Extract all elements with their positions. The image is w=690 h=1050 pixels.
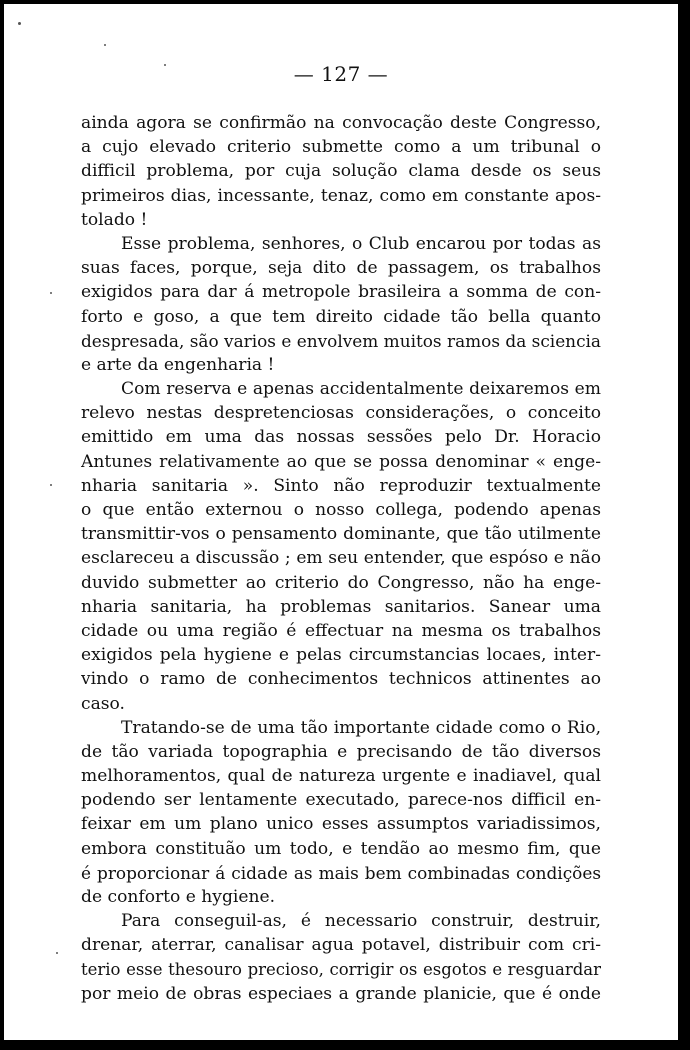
text-line: cidade ou uma região é effectuar na mesma os trabalhos <box>81 620 601 641</box>
ink-speck <box>50 484 52 486</box>
text-line: e arte da engenharia ! <box>81 354 275 375</box>
text-line: transmittir-vos o pensamento dominante, que tão utilmente <box>81 524 601 545</box>
text-line: ainda agora se confirmão na convocação deste Congresso, <box>81 113 601 133</box>
text-line: o que então externou o nosso collega, podendo apenas <box>81 500 601 520</box>
text-line: nharia sanitaria, ha problemas sanitarios. Sanear uma <box>81 596 601 617</box>
text-line: Esse problema, senhores, o Club encarou por todas as <box>121 233 601 254</box>
text-line: a cujo elevado criterio submette como a um tribunal o <box>81 137 601 158</box>
text-line: relevo nestas despretenciosas considerações, o conceito <box>81 403 601 424</box>
text-line: forto e goso, a que tem direito cidade tão bella quanto <box>81 306 601 327</box>
text-line: de conforto e hygiene. <box>81 887 276 907</box>
text-line: emittido em uma das nossas sessões pelo Dr. Horacio <box>81 427 601 448</box>
text-line: podendo ser lentamente executado, parece-nos difficil en- <box>81 790 601 811</box>
text-line: primeiros dias, incessante, tenaz, como em constante apos- <box>81 185 601 206</box>
text-line: difficil problema, por cuja solução clama desde os seus <box>81 161 601 182</box>
text-line: nharia sanitaria ». Sinto não reproduzir textualmente <box>81 475 601 496</box>
page-number: — 127 — <box>293 62 389 86</box>
text-line: Antunes relativamente ao que se possa denominar « enge- <box>81 451 601 472</box>
text-line: feixar em um plano unico esses assumptos variadissimos, <box>81 814 601 835</box>
text-line: embora constituão um todo, e tendão ao mesmo fim, que <box>81 838 601 859</box>
document-page <box>4 4 678 1040</box>
text-line: terio esse thesouro precioso, corrigir os esgotos e resguardar <box>81 959 601 979</box>
ink-speck <box>50 292 52 294</box>
text-line: Para conseguil-as, é necessario construir, destruir, <box>121 911 601 932</box>
ink-speck <box>18 22 21 25</box>
text-line: vindo o ramo de conhecimentos technicos attinentes ao <box>81 669 601 690</box>
text-line: duvido submetter ao criterio do Congresso, não ha enge- <box>81 572 601 593</box>
ink-speck <box>104 44 106 46</box>
text-line: caso. <box>81 693 125 714</box>
ink-speck <box>56 952 58 954</box>
text-line: esclareceu a discussão ; em seu entender, que espóso e não <box>81 548 601 569</box>
text-line: é proporcionar á cidade as mais bem combinadas condições <box>81 862 601 883</box>
text-line: drenar, aterrar, canalisar agua potavel, distribuir com cri- <box>81 935 601 956</box>
text-line: tolado ! <box>81 209 148 230</box>
body-text <box>81 111 601 1006</box>
text-line: exigidos pela hygiene e pelas circumstancias locaes, inter- <box>81 645 601 666</box>
text-line: de tão variada topographia e precisando de tão diversos <box>81 741 601 762</box>
text-line: suas faces, porque, seja dito de passagem, os trabalhos <box>81 258 601 279</box>
text-line: Tratando-se de uma tão importante cidade como o Rio, <box>121 717 601 738</box>
text-line: exigidos para dar á metropole brasileira a somma de con- <box>81 282 601 303</box>
text-line: Com reserva e apenas accidentalmente deixaremos em <box>121 379 601 400</box>
text-line: melhoramentos, qual de natureza urgente e inadiavel, qual <box>81 766 601 787</box>
text-line: por meio de obras especiaes a grande planicie, que é onde <box>81 983 601 1004</box>
text-line: despresada, são varios e envolvem muitos ramos da sciencia <box>81 330 601 351</box>
